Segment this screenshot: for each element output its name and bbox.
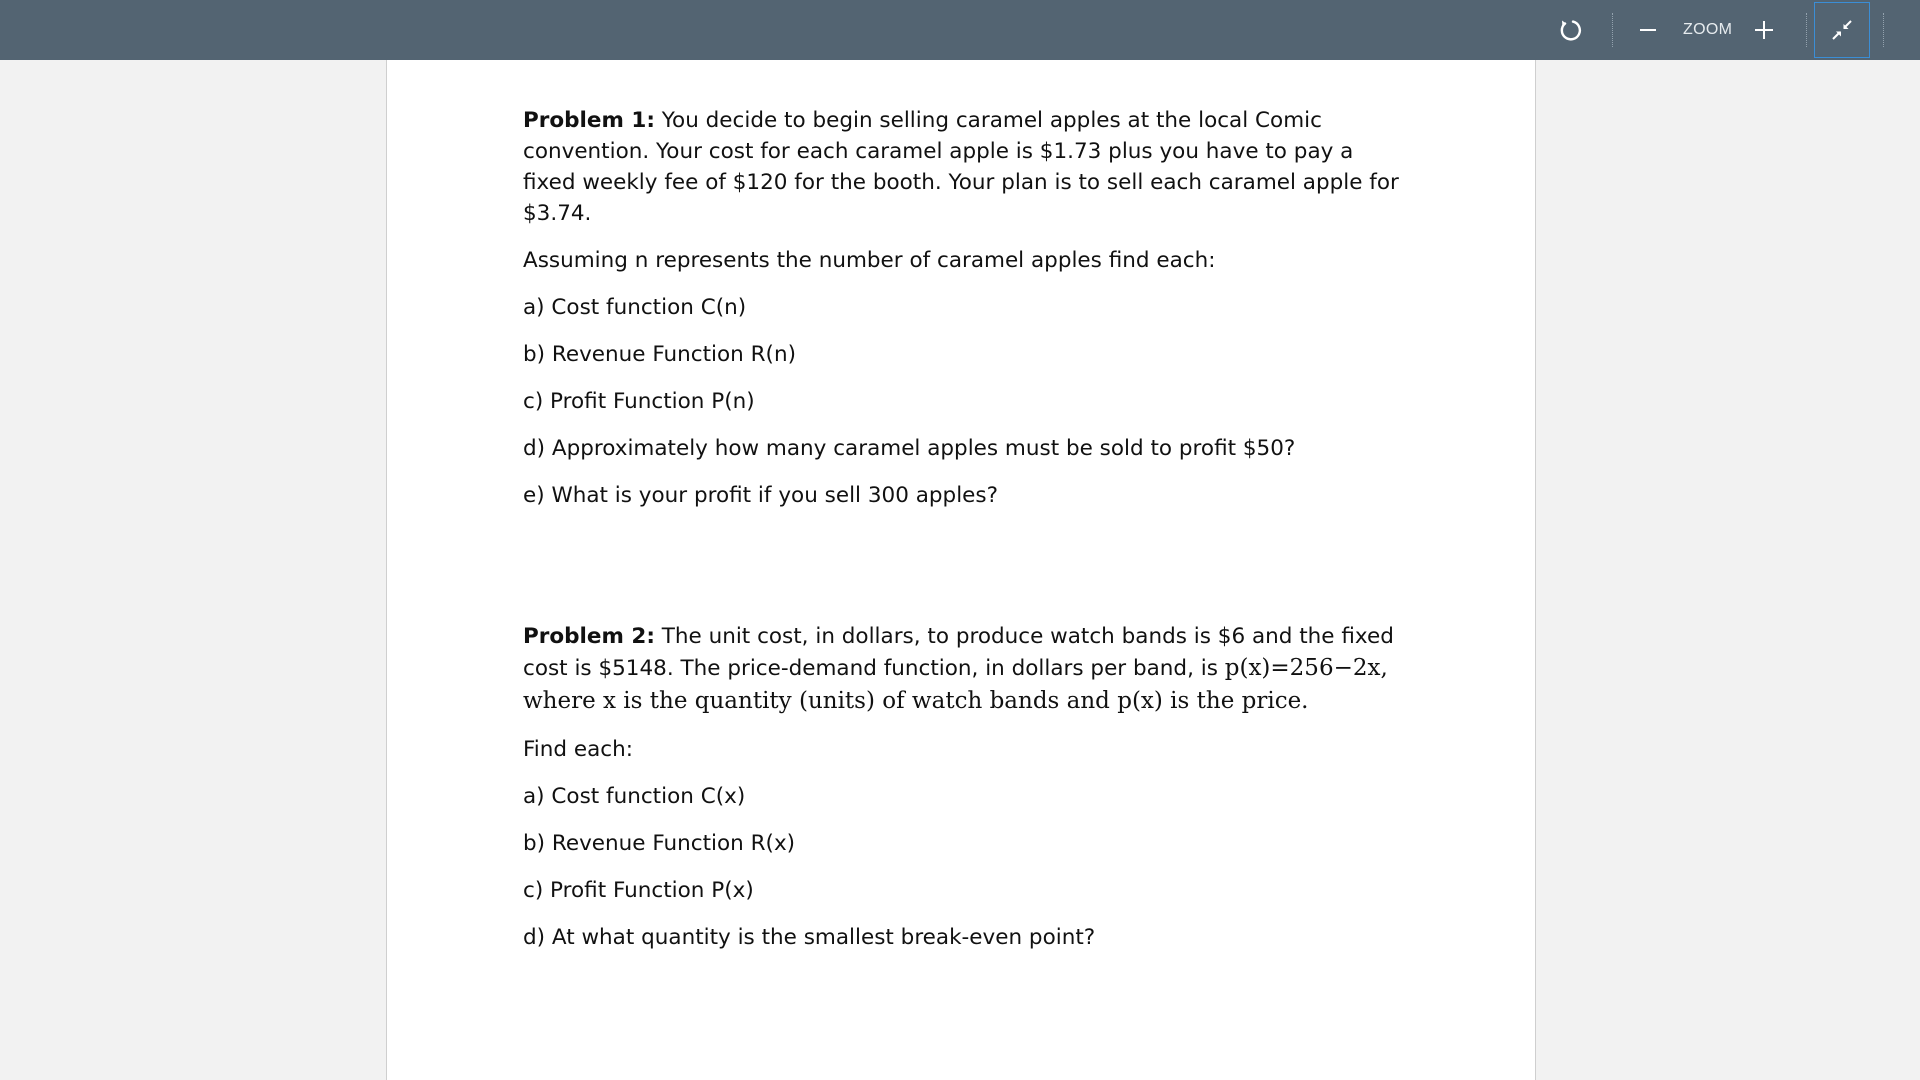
problem1-item-d: d) Approximately how many caramel apples must be sold to profit $50?	[523, 436, 1296, 461]
reset-button[interactable]	[1552, 0, 1588, 60]
problem1-assumption: Assuming n represents the number of caramel apples find each:	[523, 248, 1216, 273]
problem2-text: The unit cost, in dollars, to produce watch bands is $6 and the fixed cost is $5148. The price-demand function, in dollars per band, is	[523, 624, 1394, 681]
viewer-toolbar	[0, 0, 1920, 60]
toolbar-separator	[1883, 13, 1884, 47]
problem1-intro	[523, 105, 1403, 229]
exit-fullscreen-icon	[1829, 17, 1855, 43]
document-page	[386, 60, 1536, 1080]
problem2-item-a: a) Cost function C(x)	[523, 784, 746, 809]
zoom-out-icon	[1638, 20, 1658, 40]
problem1-item-a: a) Cost function C(n)	[523, 295, 747, 320]
zoom-out-button[interactable]	[1634, 0, 1662, 60]
reset-icon	[1557, 17, 1583, 43]
toolbar-separator	[1806, 13, 1807, 47]
price-demand-formula: p(x)=256−2x, where x is the quantity (units) of watch bands and p(x) is the price.	[523, 655, 1388, 714]
problem1-label: Problem 1:	[523, 108, 655, 133]
problem1-item-b: b) Revenue Function R(n)	[523, 342, 796, 367]
problem-spacer	[523, 527, 1403, 621]
problem2-find: Find each:	[523, 737, 633, 762]
problem2-intro	[523, 621, 1403, 718]
problem2-item-c: c) Profit Function P(x)	[523, 878, 754, 903]
problem1-text: You decide to begin selling caramel apples at the local Comic convention. Your cost for each caramel apple is $1.73 plus you have to pay a fixed weekly fee of $120 for the booth. Your plan is to sell each caramel apple for $3.74.	[523, 108, 1399, 226]
toolbar-separator	[1612, 13, 1613, 47]
zoom-in-button[interactable]	[1752, 0, 1776, 60]
problem2-item-d: d) At what quantity is the smallest break-even point?	[523, 925, 1096, 950]
problem1-item-c: c) Profit Function P(n)	[523, 389, 755, 414]
zoom-in-icon	[1753, 19, 1775, 41]
exit-fullscreen-button[interactable]	[1814, 2, 1870, 58]
problem1-item-e: e) What is your profit if you sell 300 apples?	[523, 483, 999, 508]
problem2-item-b: b) Revenue Function R(x)	[523, 831, 796, 856]
zoom-label: ZOOM	[1683, 21, 1733, 38]
problem2-label: Problem 2:	[523, 624, 655, 649]
document-content	[523, 105, 1403, 969]
